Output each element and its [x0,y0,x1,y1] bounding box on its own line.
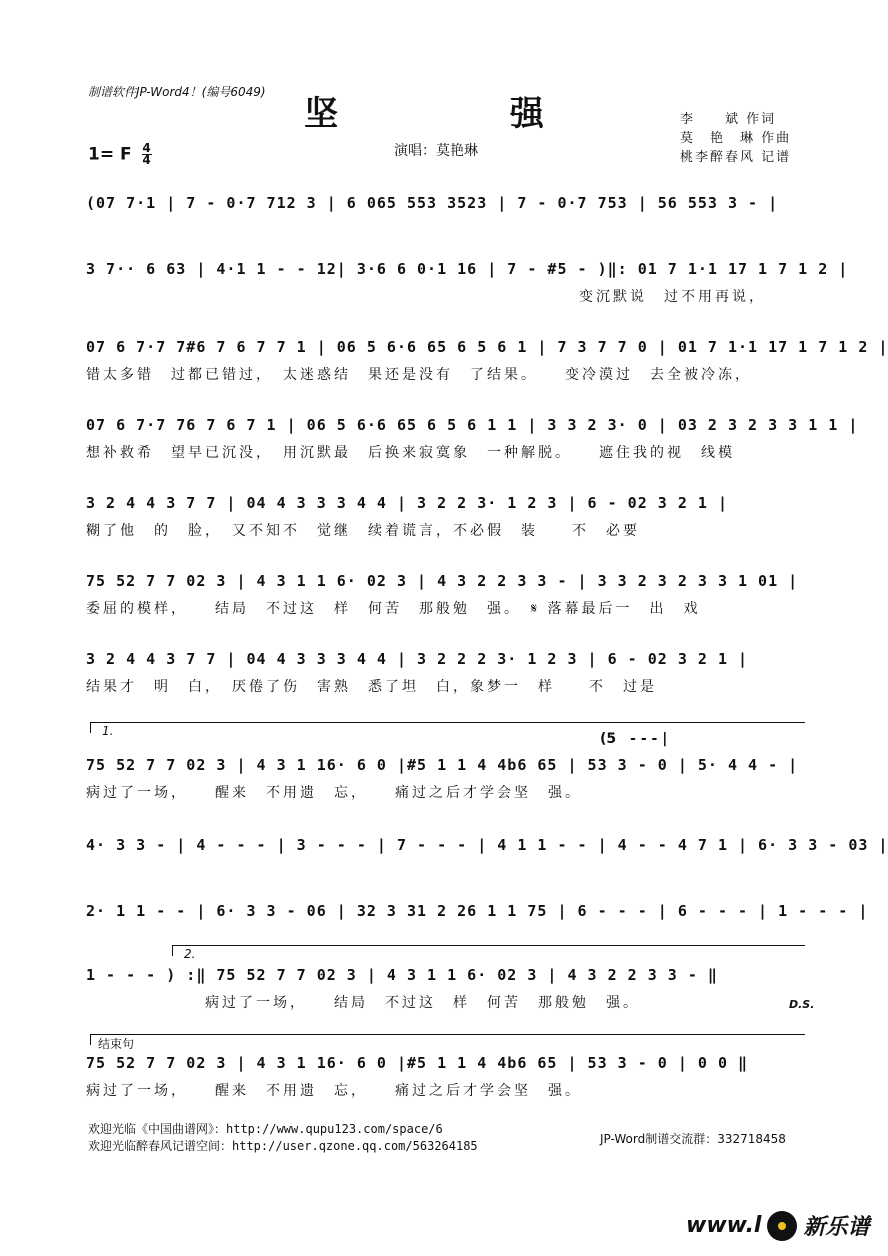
notation-line: 3 2 4 4 3 7 7 | 04 4 3 3 3 4 4 | 3 2 2 2 3· 1 2 3 | 6 - 02 3 2 1 | [86,650,749,668]
credits-block [680,110,791,167]
notation-line: 75 52 7 7 02 3 | 4 3 1 16· 6 0 |#5 1 1 4 4b6 65 | 53 3 - 0 | 5· 4 4 - | [86,756,799,774]
record-logo-icon [767,1211,797,1241]
notation-line: 07 6 7·7 7#6 7 6 7 7 1 | 06 5 6·6 65 6 5 6 1 | 7 3 7 7 0 | 01 7 1·1 17 1 7 1 2 | [86,338,888,356]
time-signature [142,143,152,166]
brand-name: 新乐谱 [803,1215,870,1240]
second-ending-bracket [172,945,805,956]
qq-group-info: JP-Word制谱交流群：332718458 [600,1132,786,1146]
notation-line: 3 2 4 4 3 7 7 | 04 4 3 3 3 4 4 | 3 2 2 3· 1 2 3 | 6 - 02 3 2 1 | [86,494,728,512]
notation-line: 2· 1 1 - - | 6· 3 3 - 06 | 32 3 31 2 26 1 1 75 | 6 - - - | 6 - - - | 1 - - - | [86,902,869,920]
coda-label: 结束句 [98,1037,135,1051]
intro-hint: (5 - - - | [600,731,668,747]
notation-line: 4· 3 3 - | 4 - - - | 3 - - - | 7 - - - | 4 1 1 - - | 4 - - 4 7 1 | 6· 3 3 - 03 | [86,836,888,854]
lyric-line: 结果才 明 白， 厌倦了伤 害熟 悉了坦 白，象梦一 样 不 过是 [86,679,657,695]
time-top: 4 [142,141,151,155]
dal-segno-mark: D.S. [789,998,815,1011]
lyric-line: 糊了他 的 脸， 又不知不 觉继 续着谎言，不必假 装 不 必要 [86,523,640,539]
notation-line: (07 7·1 | 7 - 0·7 712 3 | 6 065 553 3523 | 7 - 0·7 753 | 56 553 3 - | [86,194,779,212]
key-signature [88,143,152,166]
first-ending-bracket [90,722,805,733]
software-credit: 制谱软件JP-Word4！(编号6049) [88,85,266,99]
notation-line: 07 6 7·7 76 7 6 7 1 | 06 5 6·6 65 6 5 6 1 1 | 3 3 2 3· 0 | 03 2 3 2 3 3 1 1 | [86,416,859,434]
notation-line: 1 - - - ) :‖ 75 52 7 7 02 3 | 4 3 1 1 6· 02 3 | 4 3 2 2 3 3 - ‖ [86,966,718,984]
brand-watermark [686,1210,869,1241]
time-bottom: 4 [142,153,151,167]
lyric-line: 错太多错 过都已错过， 太迷惑结 果还是没有 了结果。 变冷漠过 去全被冷冻， [86,367,752,383]
footer-link-1[interactable]: 欢迎光临《中国曲谱网》：http://www.qupu123.com/space/6 [88,1122,443,1136]
coda-bracket [90,1034,805,1045]
notation-line: 3 7·· 6 63 | 4·1 1 - - 12| 3·6 6 0·1 16 | 7 - #5 - )‖: 01 7 1·1 17 1 7 1 2 | [86,260,849,278]
key-label: 1= F [88,144,132,165]
notation-line: 75 52 7 7 02 3 | 4 3 1 16· 6 0 |#5 1 1 4 4b6 65 | 53 3 - 0 | 0 0 ‖ [86,1054,749,1072]
lyric-line: 病过了一场， 结局 不过这 样 何苦 那般勉 强。 [86,995,640,1011]
lyric-line: 想补救希 望早已沉没， 用沉默最 后换来寂寞象 一种解脱。 遮住我的视 线模 [86,445,735,461]
singer-credit: 演唱：莫艳琳 [394,143,478,159]
notation-line: 75 52 7 7 02 3 | 4 3 1 1 6· 02 3 | 4 3 2 2 3 3 - | 3 3 2 3 2 3 3 1 01 | [86,572,799,590]
lyric-line: 病过了一场， 醒来 不用遗 忘， 痛过之后才学会坚 强。 [86,785,582,801]
lyric-line: 委屈的模样， 结局 不过这 样 何苦 那般勉 强。 𝄋 落幕最后一 出 戏 [86,601,701,617]
song-title: 坚 强 [304,94,624,134]
footer-link-2[interactable]: 欢迎光临醉春风记谱空间：http://user.qzone.qq.com/563264185 [88,1139,478,1153]
lyric-line: 病过了一场， 醒来 不用遗 忘， 痛过之后才学会坚 强。 [86,1083,582,1099]
second-ending-label: 2. [184,947,196,961]
lyric-line: 变沉默说 过不用再说， [86,289,766,305]
transcriber-credit: 桃李醉春风 记谱 [680,150,792,165]
composer-credit: 莫 艳 琳 作曲 [680,131,792,146]
first-ending-label: 1. [102,724,114,738]
lyricist-credit: 李 斌 作词 [680,112,777,127]
footer-links [88,1121,478,1155]
brand-url-prefix: www.l [686,1213,762,1238]
